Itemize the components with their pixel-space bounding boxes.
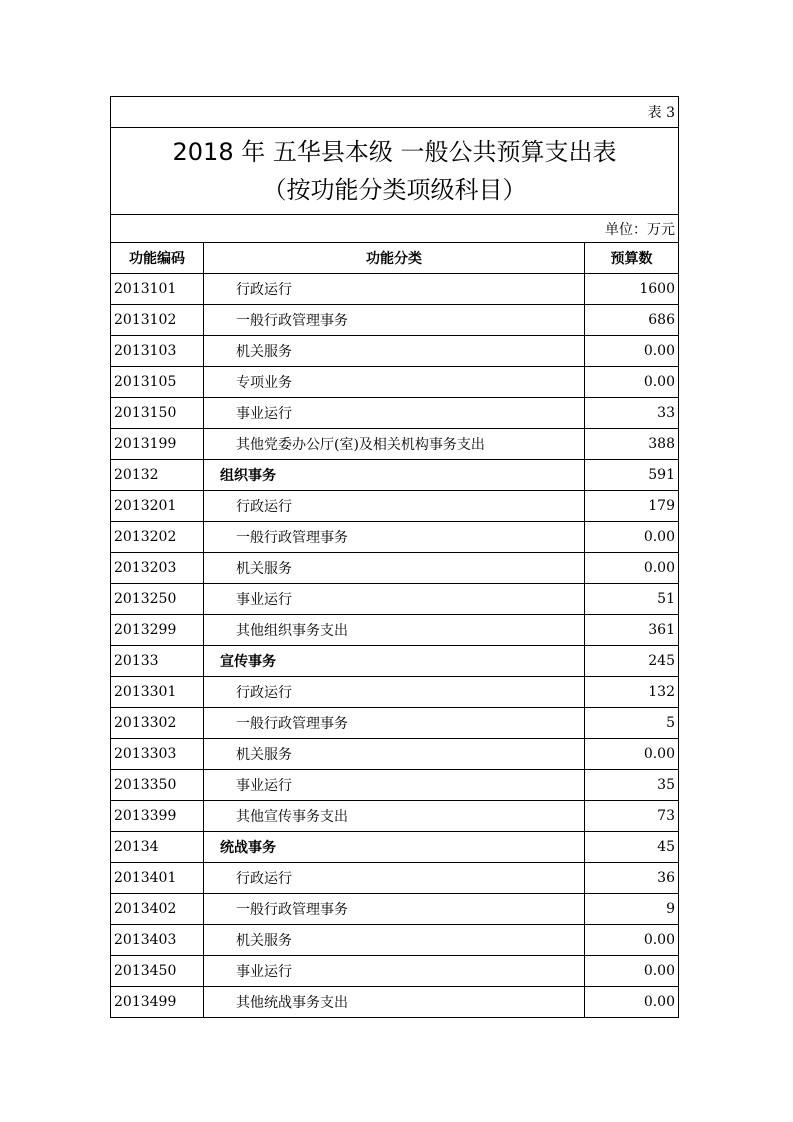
table-row: [111, 305, 679, 336]
name-cell: 专项业务: [204, 367, 585, 398]
name-cell: 一般行政管理事务: [204, 305, 585, 336]
amount-cell: 245: [585, 646, 679, 677]
code-cell: 2013250: [111, 584, 204, 615]
amount-cell: 35: [585, 770, 679, 801]
amount-cell: 36: [585, 863, 679, 894]
amount-cell: 0.00: [585, 553, 679, 584]
budget-table: [110, 96, 679, 1018]
name-cell: 其他宣传事务支出: [204, 801, 585, 832]
code-cell: 2013402: [111, 894, 204, 925]
name-cell: 组织事务: [204, 460, 585, 491]
name-cell: 其他组织事务支出: [204, 615, 585, 646]
code-cell: 2013299: [111, 615, 204, 646]
amount-cell: 132: [585, 677, 679, 708]
table-row: [111, 336, 679, 367]
name-cell: 行政运行: [204, 677, 585, 708]
unit-row: [111, 215, 679, 243]
title-line-2: （按功能分类项级科目）: [262, 176, 527, 204]
amount-cell: 45: [585, 832, 679, 863]
code-cell: 2013201: [111, 491, 204, 522]
code-cell: 2013102: [111, 305, 204, 336]
title-row: [111, 128, 679, 215]
table-row: [111, 925, 679, 956]
name-cell: 事业运行: [204, 398, 585, 429]
code-cell: 2013399: [111, 801, 204, 832]
category-row: [111, 646, 679, 677]
code-cell: 2013303: [111, 739, 204, 770]
table-row: [111, 956, 679, 987]
code-cell: 2013202: [111, 522, 204, 553]
amount-cell: 51: [585, 584, 679, 615]
code-cell: 2013203: [111, 553, 204, 584]
amount-cell: 0.00: [585, 336, 679, 367]
table-row: [111, 274, 679, 305]
name-cell: 宣传事务: [204, 646, 585, 677]
header-row: [111, 243, 679, 274]
table-row: [111, 770, 679, 801]
code-cell: 2013499: [111, 987, 204, 1018]
name-cell: 事业运行: [204, 584, 585, 615]
name-cell: 机关服务: [204, 739, 585, 770]
table-row: [111, 553, 679, 584]
table-row: [111, 584, 679, 615]
amount-cell: 361: [585, 615, 679, 646]
category-row: [111, 832, 679, 863]
table-row: [111, 677, 679, 708]
table-row: [111, 398, 679, 429]
header-code: 功能编码: [111, 243, 204, 274]
title-line-1: 2018 年 五华县本级 一般公共预算支出表: [172, 138, 617, 166]
amount-cell: 0.00: [585, 367, 679, 398]
amount-cell: 0.00: [585, 739, 679, 770]
amount-cell: 388: [585, 429, 679, 460]
amount-cell: 0.00: [585, 925, 679, 956]
header-name: 功能分类: [204, 243, 585, 274]
name-cell: 一般行政管理事务: [204, 708, 585, 739]
amount-cell: 0.00: [585, 522, 679, 553]
code-cell: 2013403: [111, 925, 204, 956]
amount-cell: 179: [585, 491, 679, 522]
table-row: [111, 522, 679, 553]
amount-cell: 686: [585, 305, 679, 336]
table-label: 表 3: [111, 97, 679, 128]
name-cell: 其他党委办公厅(室)及相关机构事务支出: [204, 429, 585, 460]
name-cell: 行政运行: [204, 863, 585, 894]
table-row: [111, 367, 679, 398]
name-cell: 机关服务: [204, 336, 585, 367]
unit-label: 单位：万元: [111, 215, 679, 243]
name-cell: 事业运行: [204, 770, 585, 801]
table-row: [111, 429, 679, 460]
table-row: [111, 615, 679, 646]
name-cell: 一般行政管理事务: [204, 894, 585, 925]
table-row: [111, 801, 679, 832]
table-row: [111, 708, 679, 739]
amount-cell: 1600: [585, 274, 679, 305]
amount-cell: 0.00: [585, 987, 679, 1018]
code-cell: 2013401: [111, 863, 204, 894]
name-cell: 事业运行: [204, 956, 585, 987]
amount-cell: 591: [585, 460, 679, 491]
code-cell: 20134: [111, 832, 204, 863]
name-cell: 机关服务: [204, 553, 585, 584]
table-row: [111, 987, 679, 1018]
name-cell: 一般行政管理事务: [204, 522, 585, 553]
amount-cell: 0.00: [585, 956, 679, 987]
table-row: [111, 863, 679, 894]
name-cell: 行政运行: [204, 274, 585, 305]
code-cell: 2013450: [111, 956, 204, 987]
name-cell: 统战事务: [204, 832, 585, 863]
name-cell: 行政运行: [204, 491, 585, 522]
code-cell: 2013199: [111, 429, 204, 460]
amount-cell: 5: [585, 708, 679, 739]
table-row: [111, 491, 679, 522]
code-cell: 2013301: [111, 677, 204, 708]
code-cell: 2013302: [111, 708, 204, 739]
table-label-row: [111, 97, 679, 128]
table-row: [111, 739, 679, 770]
amount-cell: 33: [585, 398, 679, 429]
code-cell: 2013101: [111, 274, 204, 305]
code-cell: 20132: [111, 460, 204, 491]
amount-cell: 9: [585, 894, 679, 925]
table-row: [111, 894, 679, 925]
code-cell: 2013350: [111, 770, 204, 801]
page-title: [111, 128, 679, 215]
name-cell: 其他统战事务支出: [204, 987, 585, 1018]
code-cell: 20133: [111, 646, 204, 677]
header-amount: 预算数: [585, 243, 679, 274]
amount-cell: 73: [585, 801, 679, 832]
category-row: [111, 460, 679, 491]
name-cell: 机关服务: [204, 925, 585, 956]
code-cell: 2013150: [111, 398, 204, 429]
code-cell: 2013105: [111, 367, 204, 398]
code-cell: 2013103: [111, 336, 204, 367]
